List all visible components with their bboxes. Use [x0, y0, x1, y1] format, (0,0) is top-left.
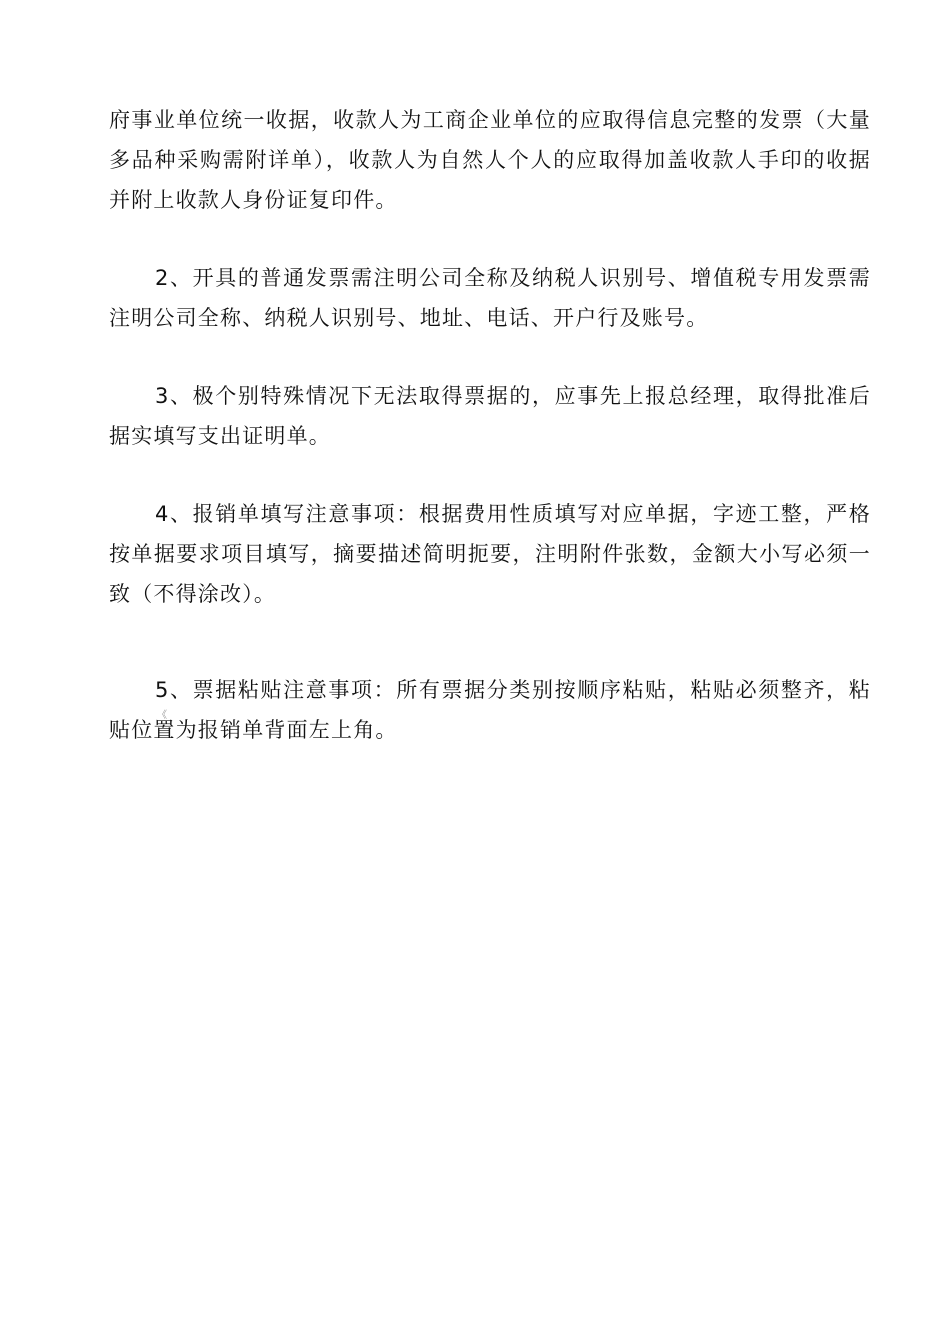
paragraph-continued-receipts: 府事业单位统一收据，收款人为工商企业单位的应取得信息完整的发票（大量多品种采购需附详单），收款人为自然人个人的应取得加盖收款人手印的收据并附上收款人身份证复印件。 — [109, 108, 871, 212]
stray-mark: 《 — [157, 710, 167, 721]
paragraph-invoice-requirements: 2、开具的普通发票需注明公司全称及纳税人识别号、增值税专用发票需注明公司全称、纳税人识别号、地址、电话、开户行及账号。 — [109, 266, 871, 330]
paragraph-receipt-pasting: 5、票据粘贴注意事项：所有票据分类别按顺序粘贴，粘贴必须整齐，粘贴位置为报销单背面左上角。 — [109, 678, 871, 742]
paragraph-reimbursement-form: 4、报销单填写注意事项：根据费用性质填写对应单据，字迹工整，严格按单据要求项目填写，摘要描述简明扼要，注明附件张数，金额大小写必须一致（不得涂改）。 — [109, 502, 871, 606]
document-body — [109, 100, 871, 750]
paragraph-special-cases: 3、极个别特殊情况下无法取得票据的，应事先上报总经理，取得批准后据实填写支出证明单。 — [109, 384, 871, 448]
